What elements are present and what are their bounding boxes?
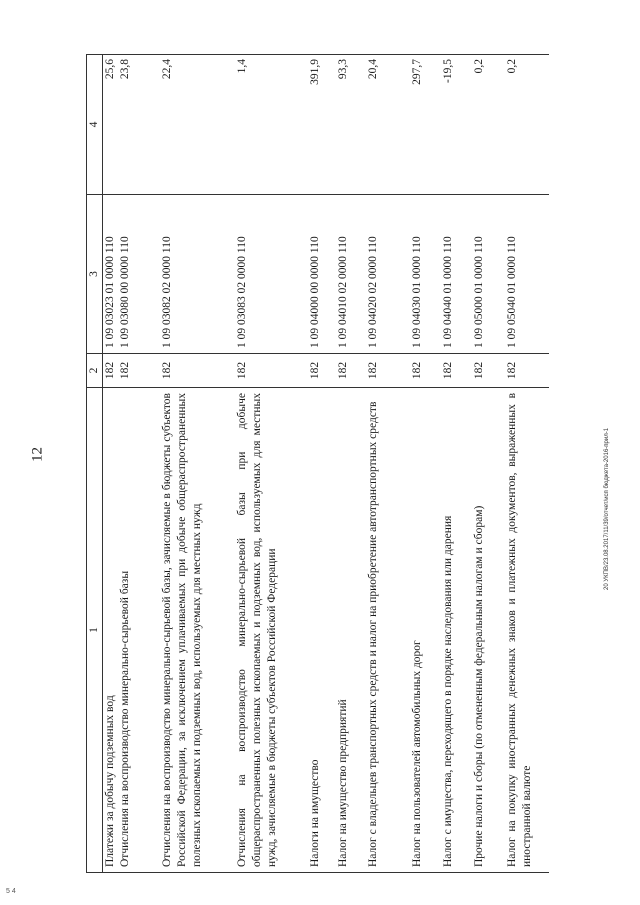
table-row <box>505 55 549 873</box>
row-admin-code-cell: 182 <box>308 354 336 388</box>
table-row <box>160 55 235 873</box>
row-sum-cell: 93,3 <box>336 55 366 195</box>
row-sum-cell: 0,2 <box>505 55 549 195</box>
table-row <box>118 55 160 873</box>
row-kbk-code-cell: 1 09 04040 01 0000 110 <box>441 195 472 354</box>
corner-mark: 5 4 <box>6 888 16 895</box>
row-admin-code-cell: 182 <box>235 354 308 388</box>
row-name-cell: Отчисления на воспроизводство минерально-сырьевой базы при добыче общераспространенных полезных ископаемых и подземных вод, используемых для местных нужд, зачисляемые в бюджеты субъектов Российской Федерации <box>235 388 308 873</box>
row-name-cell: Отчисления на воспроизводство минерально-сырьевой базы <box>118 388 160 873</box>
row-sum-cell: 22,4 <box>160 55 235 195</box>
row-kbk-code-cell: 1 09 03083 02 0000 110 <box>235 195 308 354</box>
row-kbk-code-cell: 1 09 03080 00 0000 110 <box>118 195 160 354</box>
row-admin-code-cell: 182 <box>441 354 472 388</box>
row-admin-code-cell: 182 <box>366 354 410 388</box>
budget-revenue-table <box>86 54 549 873</box>
row-kbk-code-cell: 1 09 04030 01 0000 110 <box>410 195 441 354</box>
row-sum-cell: 1,4 <box>235 55 308 195</box>
table-row <box>441 55 472 873</box>
header-col-2: 2 <box>87 354 103 388</box>
header-col-4: 4 <box>87 55 103 195</box>
footer-note: 20 УКПВ/23.08.2017/11/39/отчет/исп бюджета-2016-прил-1 <box>604 427 610 590</box>
row-admin-code-cell: 182 <box>118 354 160 388</box>
table-row <box>472 55 505 873</box>
row-name-cell: Налог с имущества, переходящего в порядке наследования или дарения <box>441 388 472 873</box>
row-name-cell: Платежи за добычу подземных вод <box>103 388 119 873</box>
table-row <box>308 55 336 873</box>
row-kbk-code-cell: 1 09 04020 02 0000 110 <box>366 195 410 354</box>
row-admin-code-cell: 182 <box>410 354 441 388</box>
header-col-3: 3 <box>87 195 103 354</box>
row-sum-cell: 0,2 <box>472 55 505 195</box>
row-kbk-code-cell: 1 09 04010 02 0000 110 <box>336 195 366 354</box>
table-row <box>410 55 441 873</box>
row-admin-code-cell: 182 <box>472 354 505 388</box>
table-row <box>336 55 366 873</box>
row-name-cell: Налоги на имущество <box>308 388 336 873</box>
header-col-1: 1 <box>87 388 103 873</box>
row-admin-code-cell: 182 <box>336 354 366 388</box>
rotated-table-container <box>86 55 632 873</box>
table-row <box>235 55 308 873</box>
row-name-cell: Налог на покупку иностранных денежных знаков и платежных документов, выраженных в иностранной валюте <box>505 388 549 873</box>
row-sum-cell: 391,9 <box>308 55 336 195</box>
row-admin-code-cell: 182 <box>160 354 235 388</box>
header-row <box>87 55 103 873</box>
row-sum-cell: 297,7 <box>410 55 441 195</box>
row-kbk-code-cell: 1 09 03023 01 0000 110 <box>103 195 119 354</box>
row-sum-cell: 25,6 <box>103 55 119 195</box>
row-name-cell: Налог на имущество предприятий <box>336 388 366 873</box>
row-sum-cell: 20,4 <box>366 55 410 195</box>
row-kbk-code-cell: 1 09 05040 01 0000 110 <box>505 195 549 354</box>
row-kbk-code-cell: 1 09 04000 00 0000 110 <box>308 195 336 354</box>
row-kbk-code-cell: 1 09 05000 01 0000 110 <box>472 195 505 354</box>
row-admin-code-cell: 182 <box>103 354 119 388</box>
row-name-cell: Налог с владельцев транспортных средств и налог на приобретение автотранспортных средств <box>366 388 410 873</box>
row-sum-cell: 23,8 <box>118 55 160 195</box>
row-name-cell: Отчисления на воспроизводство минерально-сырьевой базы, зачисляемые в бюджеты субъектов Российской Федерации, за исключением уплачиваемых при добыче общераспространенных полезных ископаемых и подземных вод, используемых для местных нужд <box>160 388 235 873</box>
table-row <box>366 55 410 873</box>
row-name-cell: Налог на пользователей автомобильных дорог <box>410 388 441 873</box>
row-sum-cell: -19,5 <box>441 55 472 195</box>
table-row <box>103 55 119 873</box>
row-admin-code-cell: 182 <box>505 354 549 388</box>
row-name-cell: Прочие налоги и сборы (по отмененным федеральным налогам и сборам) <box>472 388 505 873</box>
page-number: 12 <box>29 447 46 462</box>
table-body <box>103 55 550 873</box>
row-kbk-code-cell: 1 09 03082 02 0000 110 <box>160 195 235 354</box>
